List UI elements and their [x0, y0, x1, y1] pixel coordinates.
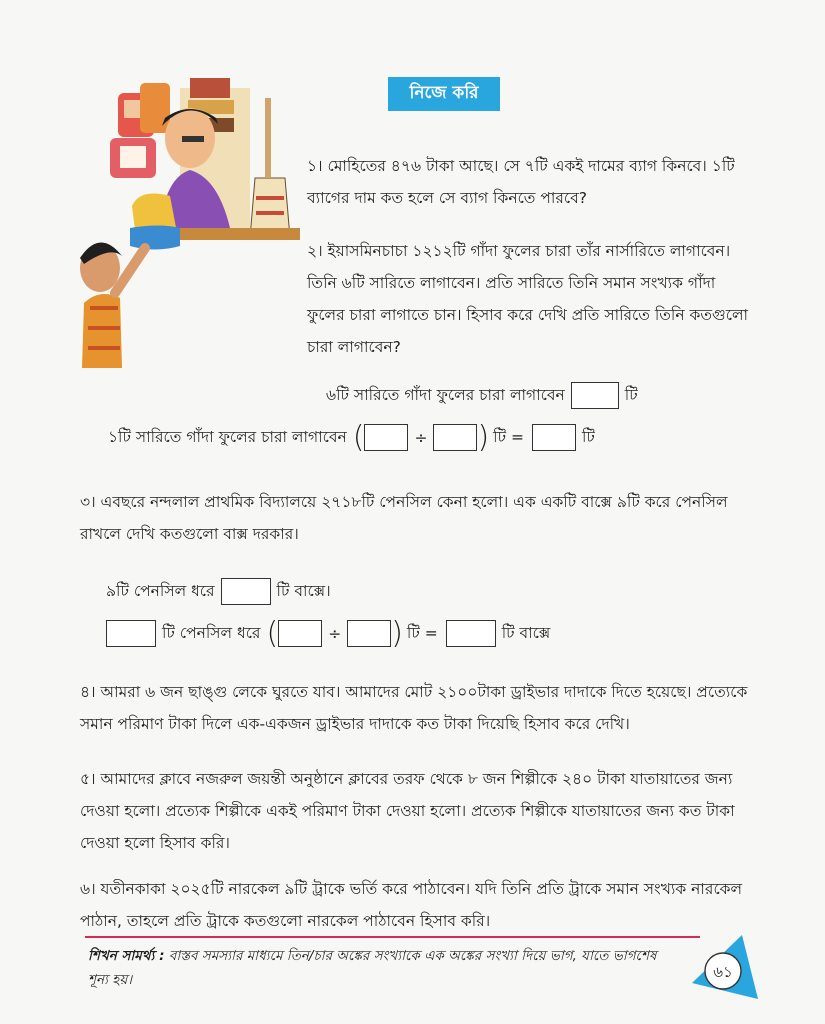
eq3-line1-suffix: টি বাক্সে। [276, 581, 331, 600]
eq2-line2-suffix: টি [581, 427, 595, 446]
eq2-line2-prefix: ১টি সারিতে গাঁদা ফুলের চারা লাগাবেন [108, 427, 347, 446]
eq3-line2 [106, 615, 551, 651]
answer-box[interactable] [221, 578, 271, 605]
learning-outcome [88, 944, 678, 992]
shop-illustration [70, 78, 310, 378]
open-paren: ( [266, 615, 279, 651]
eq3-line2-suffix: টি বাক্সে [501, 623, 551, 642]
eq2-line1-suffix: টি [624, 385, 638, 404]
page-number: ৬১ [713, 963, 733, 981]
eq3-line2-mid: টি পেনসিল ধরে [162, 623, 261, 642]
divide-sign: ÷ [328, 624, 342, 643]
eq2-line1 [326, 382, 638, 409]
problem-2: ২। ইয়াসমিনচাচা ১২১২টি গাঁদা ফুলের চারা তাঁর নার্সারিতে লাগাবেন। তিনি ৬টি সারিতে লাগাবেন। প্রতি সারিতে তিনি সমান সংখ্যক গাঁদা ফুলের চারা লাগাতে চান। হিসাব করে দেখি প্রতি সারিতে তিনি কতগুলো চারা লাগাবেন? [307, 242, 749, 356]
eq2-line2 [108, 419, 595, 455]
dividend-box[interactable] [278, 620, 322, 647]
open-paren: ( [352, 419, 365, 455]
answer-box[interactable] [532, 424, 576, 451]
problem-4: ৪। আমরা ৬ জন ছাঙ্গু লেকে ঘুরতে যাব। আমাদের মোট ২১০০টাকা ড্রাইভার দাদাকে দিতে হয়েছে। প্রত্যেকে সমান পরিমাণ টাকা দিলে এক-একজন ড্রাইভার দাদাকে কত টাকা দিয়েছি হিসাব করে দেখি। [80, 683, 748, 733]
footer-divider [85, 936, 700, 938]
section-banner: নিজে করি [388, 77, 500, 111]
divisor-box[interactable] [433, 424, 477, 451]
eq3-line1 [106, 578, 331, 605]
equals-text: টি = [406, 623, 438, 642]
divide-sign: ÷ [414, 428, 428, 447]
problem-6: ৬। যতীনকাকা ২০২৫টি নারকেল ৯টি ট্রাকে ভর্তি করে পাঠাবেন। যদি তিনি প্রতি ট্রাকে সমান সংখ্যক নারকেল পাঠান, তাহলে প্রতি ট্রাকে কতগুলো নারকেল পাঠাবেন হিসাব করি। [80, 880, 743, 930]
close-paren: ) [391, 615, 403, 651]
learning-outcome-label: শিখন সামর্থ্য : [88, 948, 165, 964]
input-box[interactable] [106, 620, 156, 647]
eq2-line1-prefix: ৬টি সারিতে গাঁদা ফুলের চারা লাগাবেন [326, 385, 565, 404]
answer-box[interactable] [571, 382, 619, 409]
problem-1: ১। মোহিতের ৪৭৬ টাকা আছে। সে ৭টি একই দামের ব্যাগ কিনবে। ১টি ব্যাগের দাম কত হলে সে ব্যাগ কিনতে পারবে? [307, 157, 735, 207]
problem-3: ৩। এবছরে নন্দলাল প্রাথমিক বিদ্যালয়ে ২৭১৮টি পেনসিল কেনা হলো। এক একটি বাক্সে ৯টি করে পেনসিল রাখলে দেখি কতগুলো বাক্স দরকার। [80, 493, 728, 543]
equals-text: টি = [493, 427, 524, 446]
answer-box[interactable] [446, 620, 496, 647]
divisor-box[interactable] [347, 620, 391, 647]
learning-outcome-text: বাস্তব সমস্যার মাধ্যমে তিন/চার অঙ্কের সংখ্যাকে এক অঙ্কের সংখ্যা দিয়ে ভাগ, যাতে ভাগশেষ শূন্য হয়। [88, 948, 657, 988]
dividend-box[interactable] [364, 424, 408, 451]
close-paren: ) [477, 419, 490, 455]
eq3-line1-prefix: ৯টি পেনসিল ধরে [106, 581, 215, 600]
problem-5: ৫। আমাদের ক্লাবে নজরুল জয়ন্তী অনুষ্ঠানে ক্লাবের তরফ থেকে ৮ জন শিল্পীকে ২৪০ টাকা যাতায়াতের জন্য দেওয়া হলো। প্রত্যেক শিল্পীকে একই পরিমাণ টাকা দেওয়া হলো। প্রত্যেক শিল্পীকে যাতায়াতের জন্য কত টাকা দেওয়া হলো হিসাব করি। [80, 770, 735, 852]
page-number-badge [690, 933, 760, 1003]
